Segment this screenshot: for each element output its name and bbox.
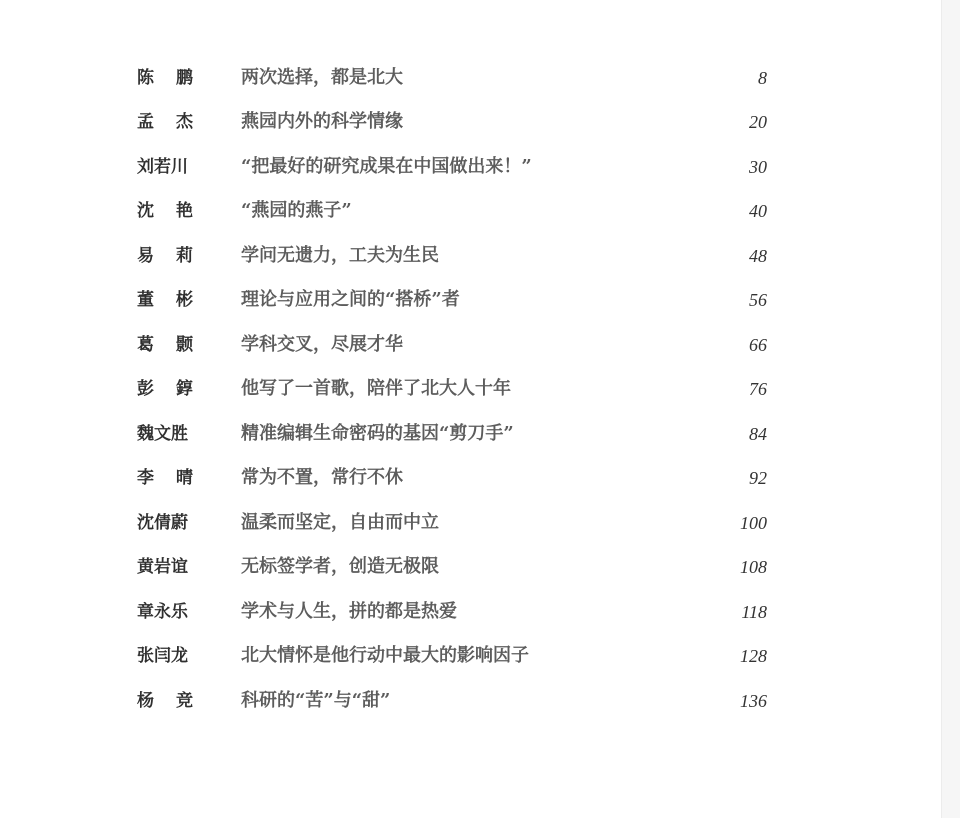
author-name: 李晴: [137, 468, 215, 488]
article-title: 科研的“苦”与“甜”: [241, 690, 391, 711]
toc-entry[interactable]: [0, 285, 940, 315]
article-title: 学问无遗力，工夫为生民: [241, 245, 439, 266]
author-name: 易莉: [137, 246, 215, 266]
page-number: 20: [749, 112, 767, 132]
author-name: 葛颢: [137, 335, 215, 355]
toc-entry[interactable]: [0, 330, 940, 360]
author-name: 陈鹏: [137, 68, 215, 88]
page-number: 128: [740, 646, 767, 666]
page-number: 56: [749, 290, 767, 310]
article-title: 北大情怀是他行动中最大的影响因子: [241, 645, 529, 666]
toc-entry[interactable]: [0, 241, 940, 271]
article-title: 燕园内外的科学情缘: [241, 111, 403, 132]
page-edge: [941, 0, 960, 818]
page-number: 76: [749, 379, 767, 399]
article-title: 学术与人生，拼的都是热爱: [241, 601, 457, 622]
page-number: 118: [741, 602, 767, 622]
author-name: 沈倩蔚: [137, 513, 188, 533]
author-name: 彭錞: [137, 379, 215, 399]
toc-entry[interactable]: [0, 107, 940, 137]
toc-entry[interactable]: [0, 641, 940, 671]
page-number: 92: [749, 468, 767, 488]
article-title: 学科交叉，尽展才华: [241, 334, 403, 355]
author-name: 黄岩谊: [137, 557, 188, 577]
author-name: 杨竞: [137, 691, 215, 711]
toc-entry[interactable]: [0, 686, 940, 716]
author-name: 章永乐: [137, 602, 188, 622]
article-title: “把最好的研究成果在中国做出来！”: [241, 156, 532, 177]
toc-entry[interactable]: [0, 152, 940, 182]
page-number: 30: [749, 157, 767, 177]
article-title: 无标签学者，创造无极限: [241, 556, 439, 577]
page-number: 66: [749, 335, 767, 355]
toc-entry[interactable]: [0, 552, 940, 582]
toc-entry[interactable]: [0, 508, 940, 538]
article-title: 理论与应用之间的“搭桥”者: [241, 289, 460, 310]
author-name: 张闫龙: [137, 646, 188, 666]
author-name: 魏文胜: [137, 424, 188, 444]
article-title: “燕园的燕子”: [241, 200, 352, 221]
article-title: 精准编辑生命密码的基因“剪刀手”: [241, 423, 514, 444]
author-name: 沈艳: [137, 201, 215, 221]
page-number: 136: [740, 691, 767, 711]
toc-entry[interactable]: [0, 374, 940, 404]
page-number: 108: [740, 557, 767, 577]
page-number: 84: [749, 424, 767, 444]
page-number: 48: [749, 246, 767, 266]
author-name: 刘若川: [137, 157, 188, 177]
article-title: 温柔而坚定，自由而中立: [241, 512, 439, 533]
page-number: 100: [740, 513, 767, 533]
article-title: 常为不置，常行不休: [241, 467, 403, 488]
toc-entry[interactable]: [0, 419, 940, 449]
toc-entry[interactable]: [0, 463, 940, 493]
toc-entry[interactable]: [0, 597, 940, 627]
toc-entry[interactable]: [0, 196, 940, 226]
author-name: 董彬: [137, 290, 215, 310]
toc-entry[interactable]: [0, 63, 940, 93]
author-name: 孟杰: [137, 112, 215, 132]
page-number: 8: [758, 68, 767, 88]
article-title: 他写了一首歌，陪伴了北大人十年: [241, 378, 511, 399]
page-number: 40: [749, 201, 767, 221]
article-title: 两次选择，都是北大: [241, 67, 403, 88]
